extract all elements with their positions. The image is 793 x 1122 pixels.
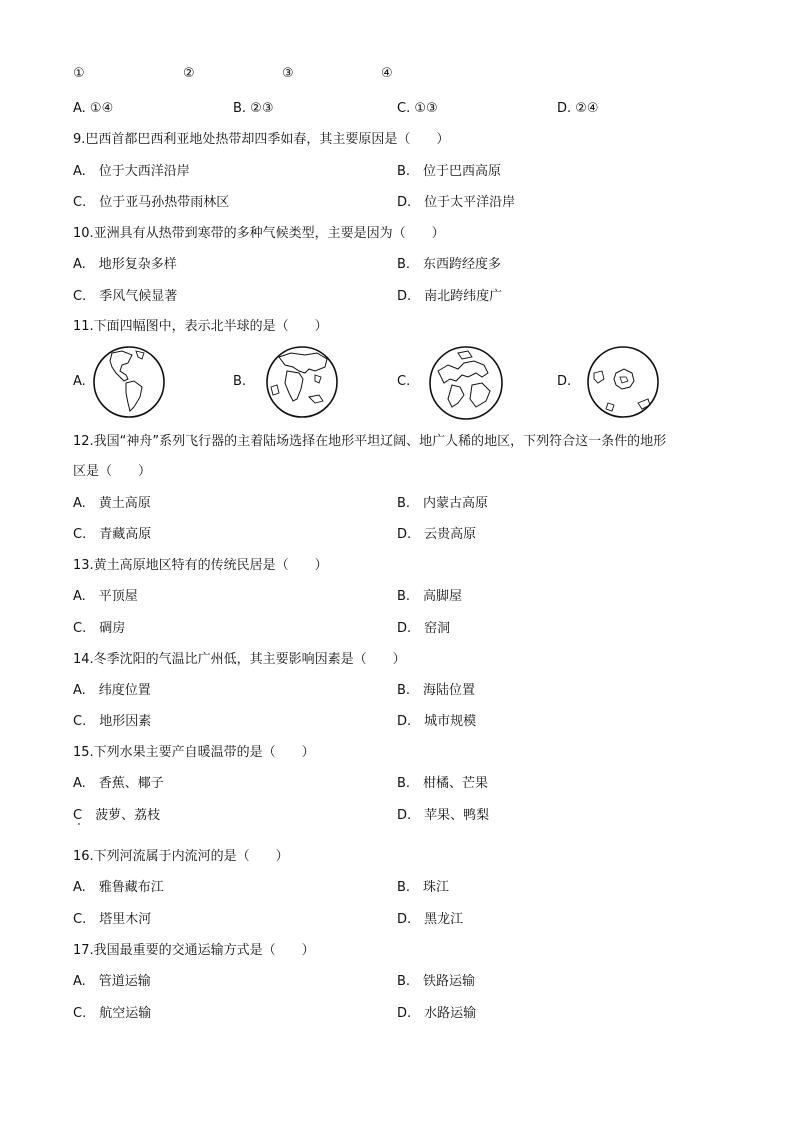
q15-option-b: B. 柑橘、芒果 xyxy=(397,776,489,791)
q15-option-a: A. 香蕉、椰子 xyxy=(73,776,164,791)
q17-stem: 17.我国最重要的交通运输方式是（ ） xyxy=(73,943,315,958)
q8-option-a: A. ①④ xyxy=(73,101,114,116)
q10-option-a: A. 地形复杂多样 xyxy=(73,257,177,272)
q13-stem: 13.黄土高原地区特有的传统民居是（ ） xyxy=(73,558,328,573)
q12-stem-line1: 12.我国“神舟”系列飞行器的主着陆场选择在地形平坦辽阔、地广人稀的地区，下列符合这一条件的地形 xyxy=(73,434,667,449)
globe-label-a: A. xyxy=(73,374,86,389)
globe-c-north-polar xyxy=(428,345,504,421)
q12-option-a: A. 黄土高原 xyxy=(73,496,151,511)
globe-d-south-polar xyxy=(586,345,660,419)
q14-option-a: A. 纬度位置 xyxy=(73,683,151,698)
q17-option-c: C. 航空运输 xyxy=(73,1006,152,1021)
q8-option-b: B. ②③ xyxy=(233,101,274,116)
stray-dot xyxy=(78,823,80,825)
q9-option-b: B. 位于巴西高原 xyxy=(397,164,502,179)
q9-stem: 9.巴西首都巴西利亚地处热带却四季如春，其主要原因是（ ） xyxy=(73,132,450,147)
q9-option-c: C. 位于亚马孙热带雨林区 xyxy=(73,195,230,210)
q14-option-b: B. 海陆位置 xyxy=(397,683,476,698)
q11-stem: 11.下面四幅图中，表示北半球的是（ ） xyxy=(73,319,328,334)
label-4: ④ xyxy=(381,66,393,81)
q12-stem-line2: 区是（ ） xyxy=(73,464,152,479)
q16-option-b: B. 珠江 xyxy=(397,880,450,895)
globe-label-c: C. xyxy=(397,374,411,389)
q12-option-d: D. 云贵高原 xyxy=(397,527,477,542)
q13-option-a: A. 平顶屋 xyxy=(73,589,138,604)
q15-stem: 15.下列水果主要产自暖温带的是（ ） xyxy=(73,745,315,760)
q16-option-d: D. 黑龙江 xyxy=(397,912,464,927)
q15-option-d: D. 苹果、鸭梨 xyxy=(397,808,490,823)
q14-option-c: C. 地形因素 xyxy=(73,714,152,729)
q16-option-a: A. 雅鲁藏布江 xyxy=(73,880,164,895)
q8-option-c: C. ①③ xyxy=(397,101,438,116)
q13-option-d: D. 窑洞 xyxy=(397,621,451,636)
q14-stem: 14.冬季沈阳的气温比广州低，其主要影响因素是（ ） xyxy=(73,652,406,667)
q9-option-a: A. 位于大西洋沿岸 xyxy=(73,164,190,179)
label-1: ① xyxy=(73,66,85,81)
q17-option-b: B. 铁路运输 xyxy=(397,974,476,989)
q13-option-b: B. 高脚屋 xyxy=(397,589,463,604)
globe-b-africa-eurasia xyxy=(265,345,339,419)
q10-option-b: B. 东西跨经度多 xyxy=(397,257,502,272)
q17-option-d: D. 水路运输 xyxy=(397,1006,477,1021)
q9-option-d: D. 位于太平洋沿岸 xyxy=(397,195,516,210)
q16-option-c: C. 塔里木河 xyxy=(73,912,152,927)
label-2: ② xyxy=(183,66,195,81)
globe-label-b: B. xyxy=(233,374,247,389)
q14-option-d: D. 城市规模 xyxy=(397,714,477,729)
globe-a-americas xyxy=(92,345,166,419)
q13-option-c: C. 碉房 xyxy=(73,621,126,636)
q12-option-b: B. 内蒙古高原 xyxy=(397,496,489,511)
label-3: ③ xyxy=(282,66,294,81)
q10-stem: 10.亚洲具有从热带到寒带的多种气候类型，主要是因为（ ） xyxy=(73,226,445,241)
q10-option-d: D. 南北跨纬度广 xyxy=(397,289,503,304)
q12-option-c: C. 青藏高原 xyxy=(73,527,152,542)
q17-option-a: A. 管道运输 xyxy=(73,974,151,989)
q15-option-c: C 菠萝、荔枝 xyxy=(73,808,161,823)
q10-option-c: C. 季风气候显著 xyxy=(73,289,178,304)
q16-stem: 16.下列河流属于内流河的是（ ） xyxy=(73,849,289,864)
q8-option-d: D. ②④ xyxy=(557,101,599,116)
globe-label-d: D. xyxy=(557,374,572,389)
